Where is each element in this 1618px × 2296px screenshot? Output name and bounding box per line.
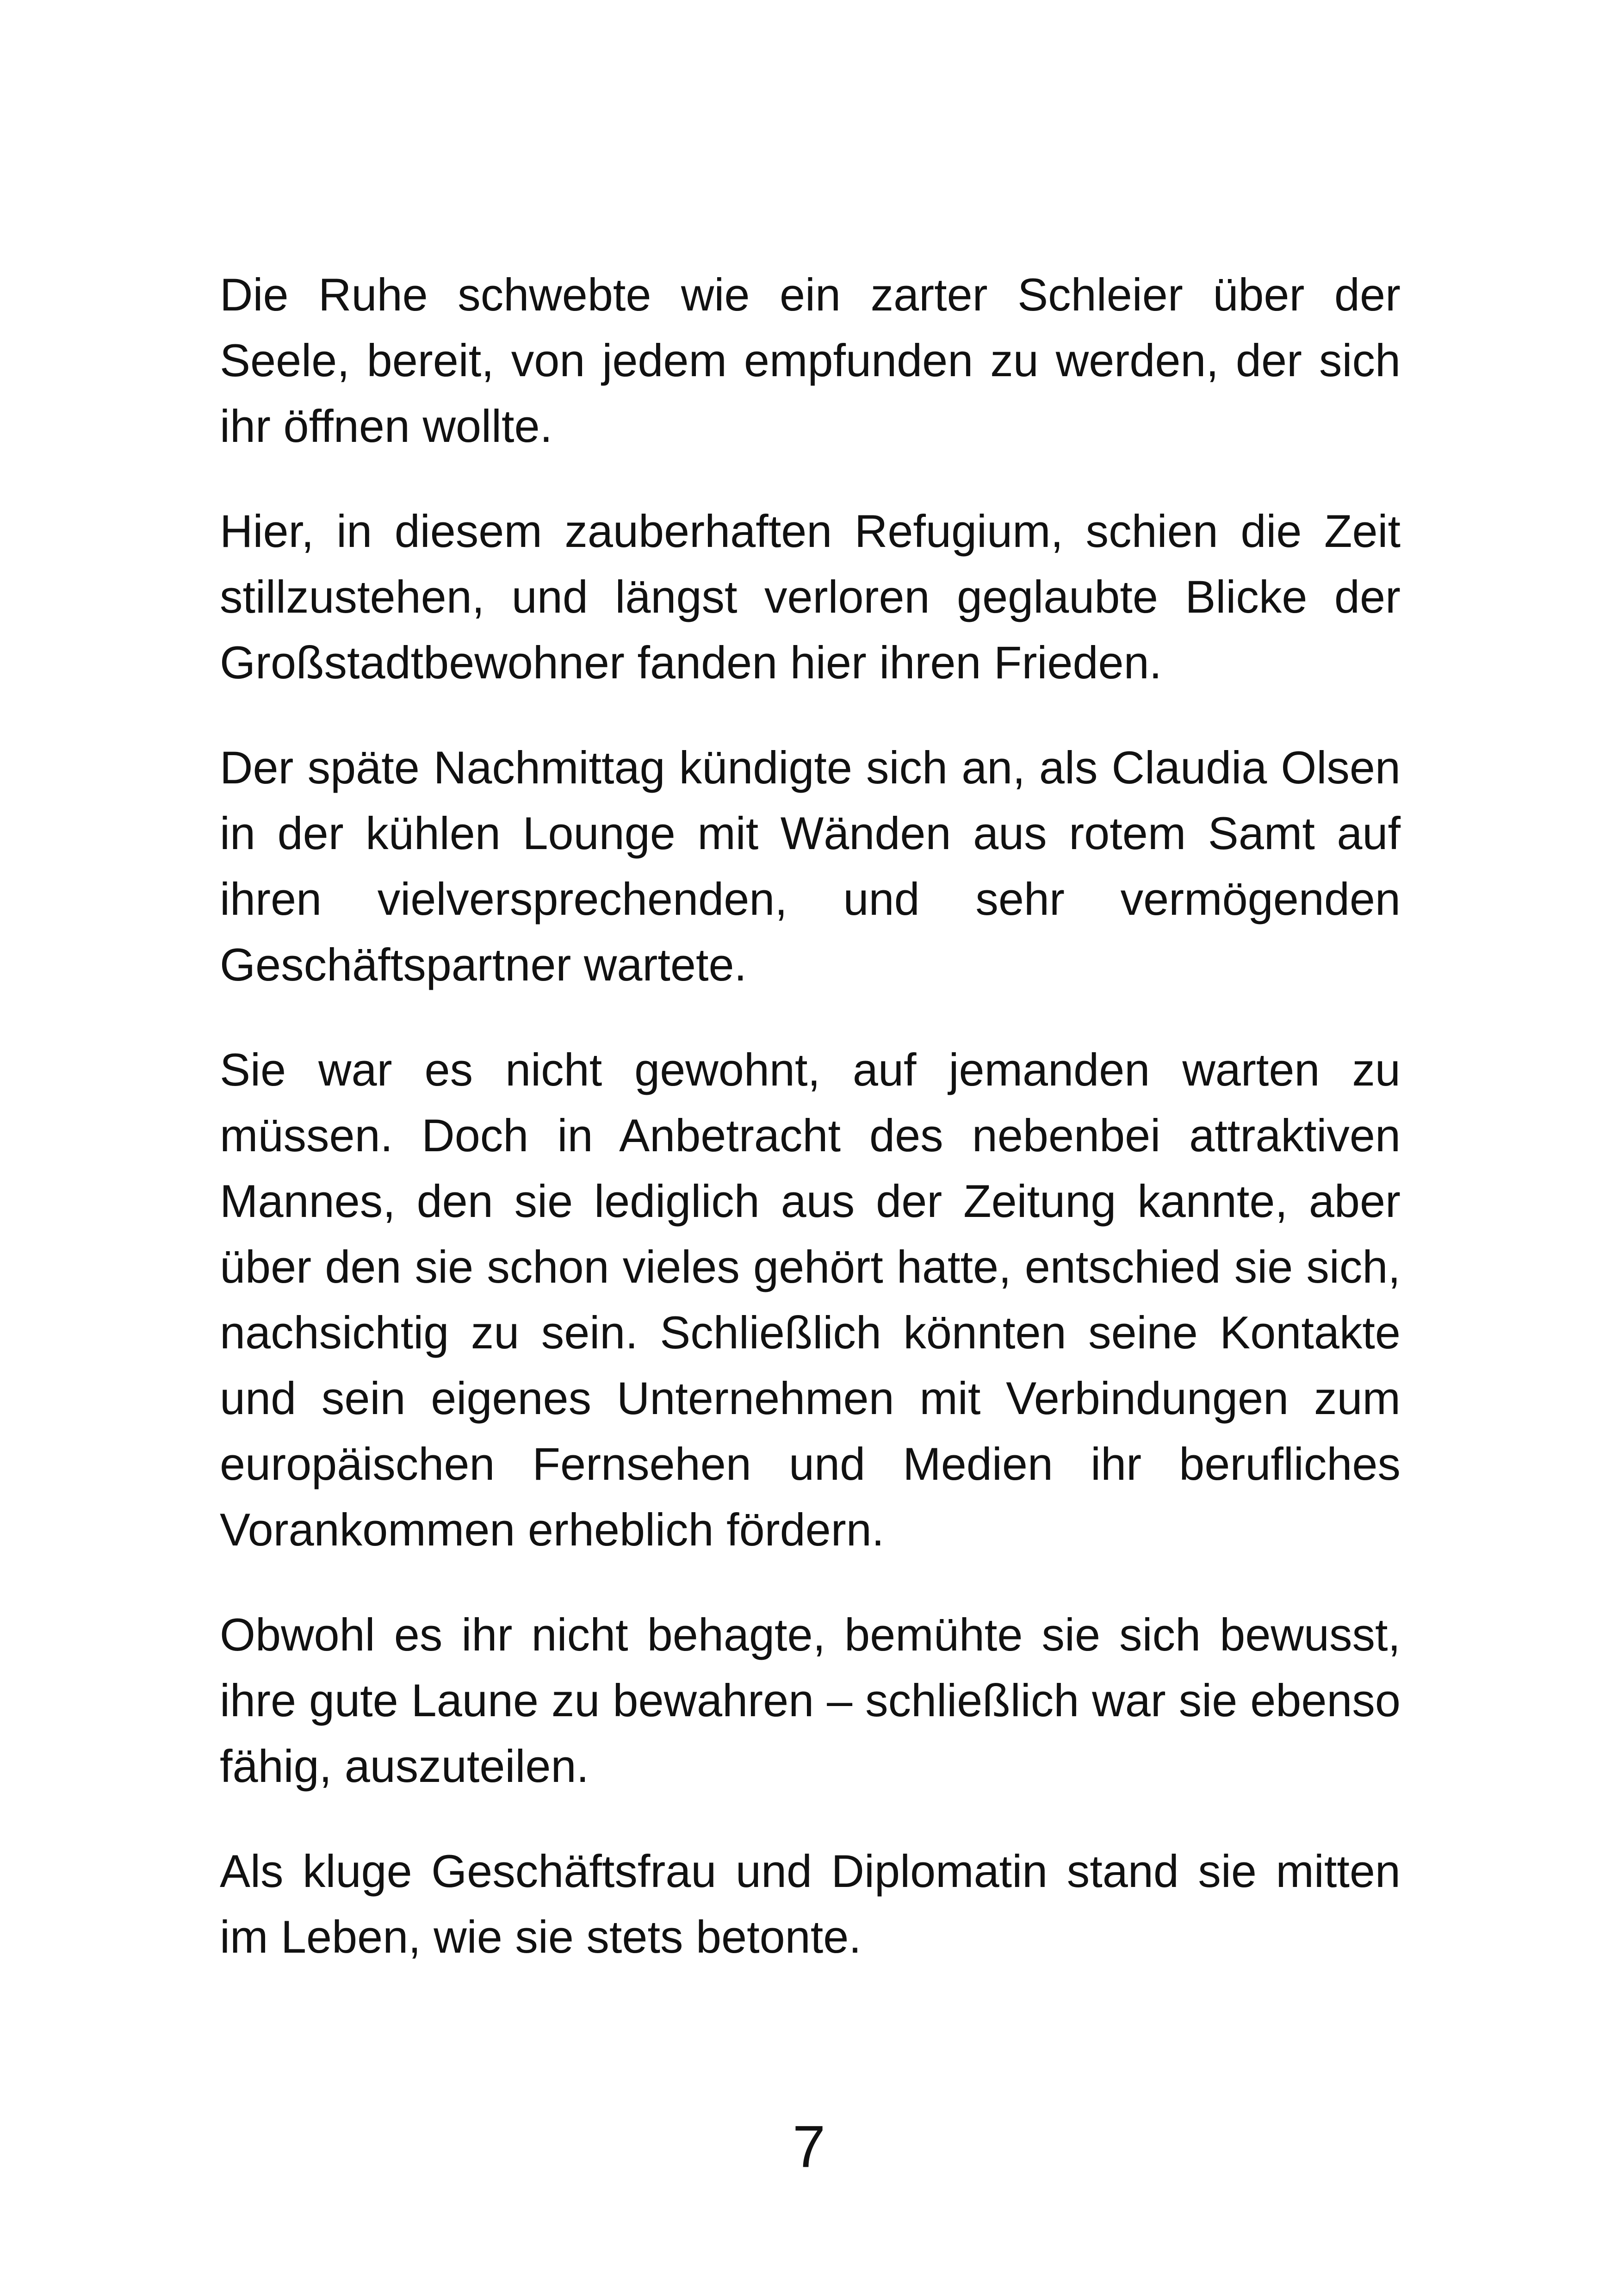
body-text — [220, 262, 1401, 2009]
paragraph: Die Ruhe schwebte wie ein zarter Schleier über der Seele, bereit, von jedem empfunden zu werden, der sich ihr öffnen wollte. — [220, 269, 1401, 452]
paragraph: Obwohl es ihr nicht behagte, bemühte sie sich bewusst, ihre gute Laune zu bewahren – schließlich war sie ebenso fähig, auszuteilen. — [220, 1609, 1401, 1792]
page-number: 7 — [792, 2114, 826, 2180]
paragraph: Der späte Nachmittag kündigte sich an, als Claudia Olsen in der kühlen Lounge mit Wänden aus rotem Samt auf ihren vielversprechenden, und sehr vermögenden Geschäftspartner wartete. — [220, 742, 1401, 990]
paragraph: Hier, in diesem zauberhaften Refugium, schien die Zeit stillzustehen, und längst verloren geglaubte Blicke der Großstadtbewohner fanden hier ihren Frieden. — [220, 505, 1401, 688]
paragraph: Als kluge Geschäftsfrau und Diplomatin stand sie mitten im Leben, wie sie stets betonte. — [220, 1845, 1401, 1962]
paragraph: Sie war es nicht gewohnt, auf jemanden warten zu müssen. Doch in Anbetracht des nebenbei attraktiven Mannes, den sie lediglich aus der Zeitung kannte, aber über den sie schon vieles gehört hatte, entschied sie sich, nachsichtig zu sein. Schließlich könnten seine Kontakte und sein eigenes Unternehmen mit Verbindungen zum europäischen Fernsehen und Medien ihr berufliches Vorankommen erheblich fördern. — [220, 1044, 1401, 1555]
